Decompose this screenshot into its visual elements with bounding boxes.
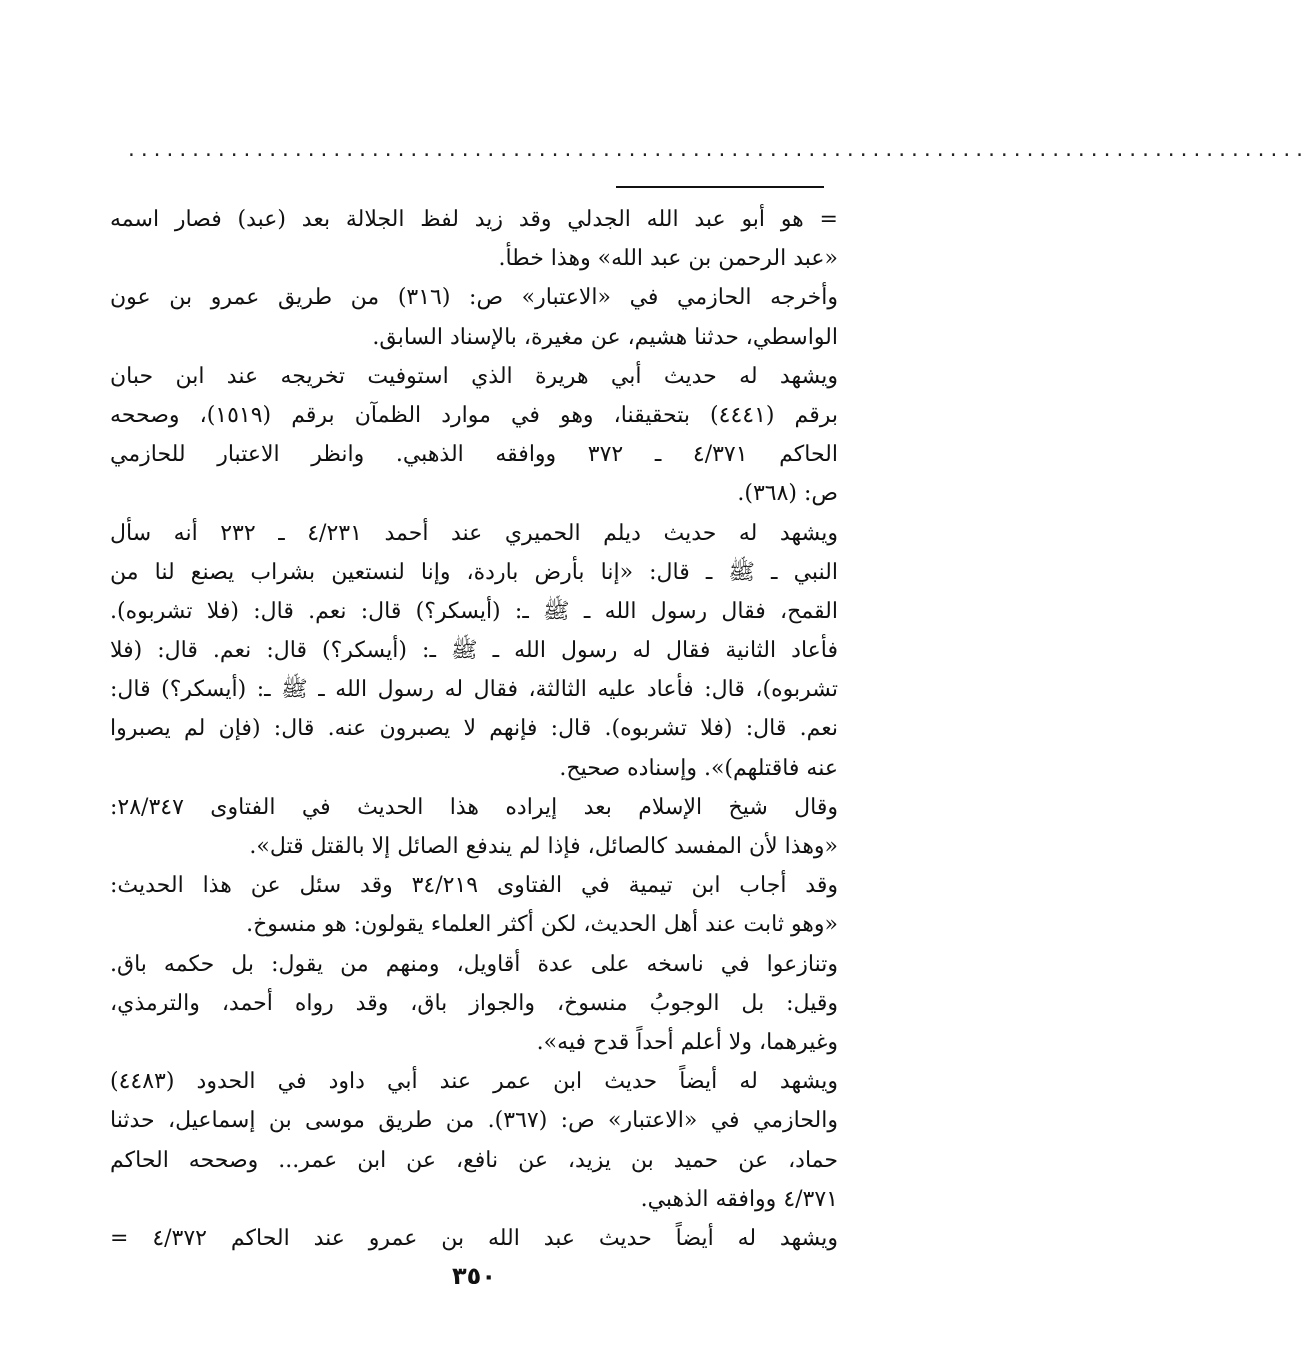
footnote-line: الحاكم ٤/٣٧١ ـ ٣٧٢ ووافقه الذهبي. وانظر الاعتبار للحازمي	[110, 442, 838, 468]
footnote-line: ويشهد له أيضاً حديث عبد الله بن عمرو عند الحاكم ٤/٣٧٢ =	[110, 1225, 838, 1251]
footnote-line: برقم (٤٤٤١) بتحقيقنا، وهو في موارد الظمآن برقم (١٥١٩)، وصححه	[110, 402, 838, 428]
footnote-line: القمح، فقال رسول الله ـ ﷺ ـ: (أيسكر؟) قال: نعم. قال: (فلا تشربوه).	[110, 598, 838, 624]
footnote-line: الواسطي، حدثنا هشيم، عن مغيرة، بالإسناد السابق.	[372, 324, 838, 350]
footnote-line: عنه فاقتلهم)». وإسناده صحيح.	[559, 755, 838, 781]
footnote-line: فأعاد الثانية فقال له رسول الله ـ ﷺ ـ: (أيسكر؟) قال: نعم. قال: (فلا	[110, 638, 838, 664]
footnote-line: نعم. قال: (فلا تشربوه). قال: فإنهم لا يصبرون عنه. قال: (فإن لم يصبروا	[110, 716, 838, 742]
footnote-line: وغيرهما، ولا أعلم أحداً قدح فيه».	[536, 1029, 838, 1055]
footnote-line: ص: (٣٦٨).	[737, 481, 838, 507]
footnote-line: تشربوه)، قال: فأعاد عليه الثالثة، فقال له رسول الله ـ ﷺ ـ: (أيسكر؟) قال:	[110, 677, 838, 703]
footnote-line: حماد، عن حميد بن يزيد، عن نافع، عن ابن عمر... وصححه الحاكم	[110, 1147, 838, 1173]
footnote-line: والحازمي في «الاعتبار» ص: (٣٦٧). من طريق موسى بن إسماعيل، حدثنا	[110, 1108, 838, 1134]
footnote-line: ٤/٣٧١ ووافقه الذهبي.	[640, 1186, 838, 1212]
footnote-line: ويشهد له حديث ديلم الحميري عند أحمد ٤/٢٣١ ـ ٢٣٢ أنه سأل	[110, 520, 838, 546]
footnote-line: «عبد الرحمن بن عبد الله» وهذا خطأ.	[498, 246, 838, 272]
footnote-line: «وهذا لأن المفسد كالصائل، فإذا لم يندفع الصائل إلا بالقتل قتل».	[249, 834, 838, 859]
footnote-line: = هو أبو عبد الله الجدلي وقد زيد لفظ الجلالة بعد (عبد) فصار اسمه	[110, 207, 838, 232]
footnote-line: وأخرجه الحازمي في «الاعتبار» ص: (٣١٦) من طريق عمرو بن عون	[110, 285, 838, 311]
footnote-line: ويشهد له حديث أبي هريرة الذي استوفيت تخريجه عند ابن حبان	[110, 363, 838, 389]
page-number: ٣٥٠	[452, 1262, 496, 1290]
dotted-separator: ............................................................................................	[126, 140, 1307, 161]
footnotes-block	[110, 200, 838, 1258]
footnote-rule	[616, 186, 824, 188]
footnote-line: «وهو ثابت عند أهل الحديث، لكن أكثر العلماء يقولون: هو منسوخ.	[246, 912, 838, 938]
footnote-line: النبي ـ ﷺ ـ قال: «إنا بأرض باردة، وإنا لنستعين بشراب يصنع لنا من	[110, 559, 838, 585]
footnote-line: وقيل: بل الوجوبُ منسوخ، والجواز باق، وقد رواه أحمد، والترمذي،	[110, 990, 838, 1016]
footnote-line: وقد أجاب ابن تيمية في الفتاوى ٣٤/٢١٩ وقد سئل عن هذا الحديث:	[110, 873, 838, 899]
footnote-line: ويشهد له أيضاً حديث ابن عمر عند أبي داود في الحدود (٤٤٨٣)	[110, 1069, 838, 1095]
footnote-line: وتنازعوا في ناسخه على عدة أقاويل، ومنهم من يقول: بل حكمه باق.	[110, 951, 838, 977]
footnote-line: وقال شيخ الإسلام بعد إيراده هذا الحديث في الفتاوى ٢٨/٣٤٧:	[110, 794, 838, 820]
